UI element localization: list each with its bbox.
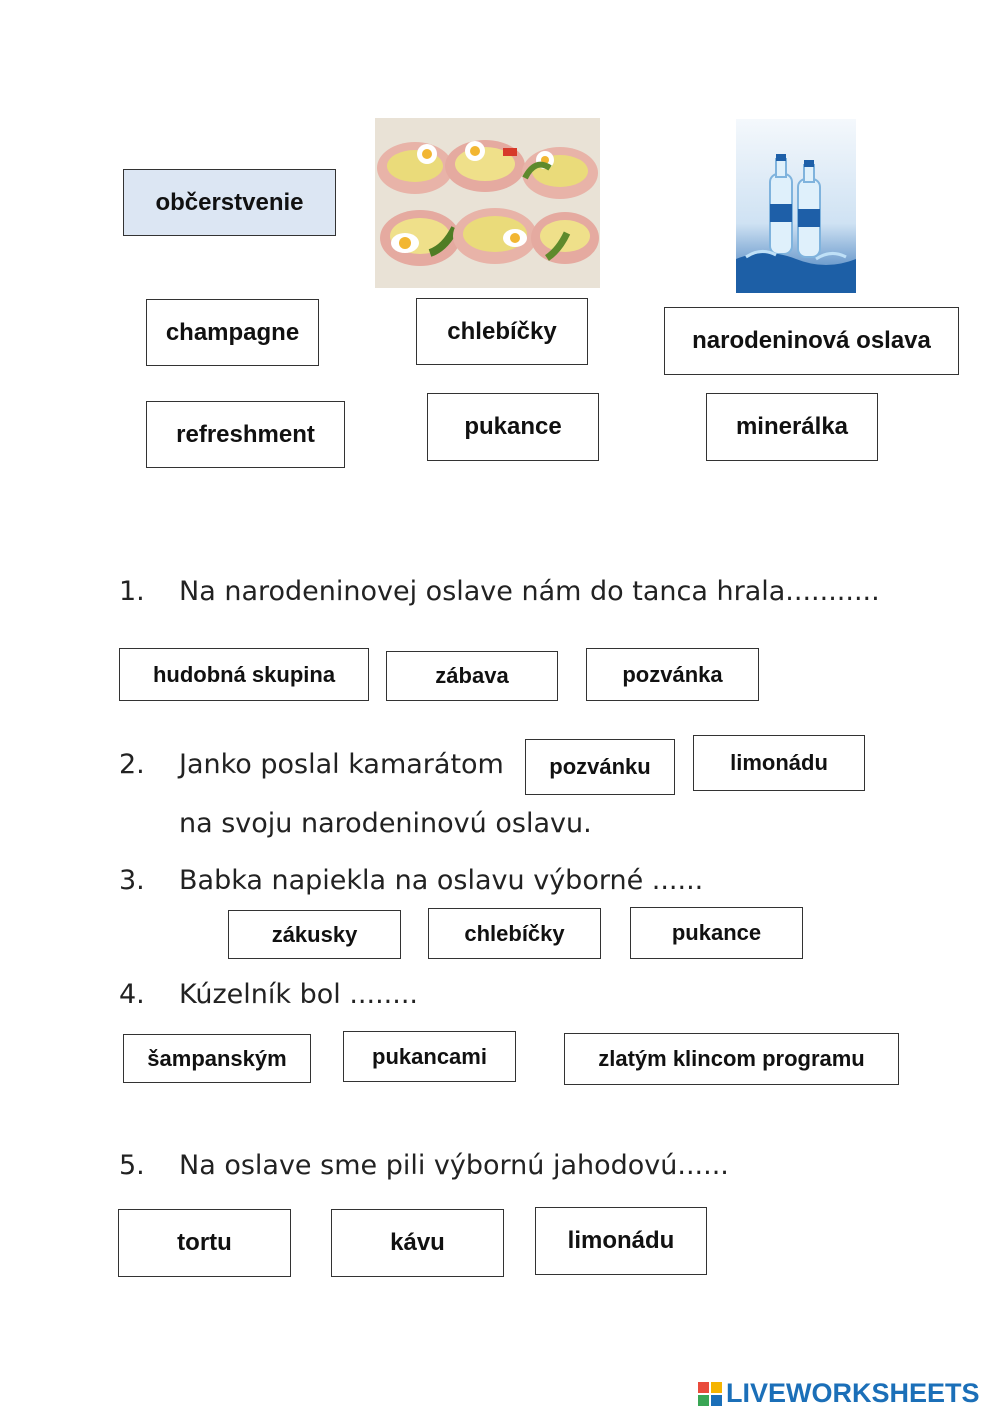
option-label: tortu: [177, 1229, 232, 1256]
option-label: pozvánku: [549, 754, 651, 779]
answer-option[interactable]: [535, 1207, 707, 1275]
answer-option[interactable]: [118, 1209, 291, 1277]
option-label: zábava: [435, 663, 509, 688]
question-number: 1.: [119, 576, 145, 607]
option-label: limonádu: [730, 750, 828, 775]
answer-option[interactable]: [586, 648, 759, 701]
option-label: pukance: [671, 920, 762, 945]
question-text: Babka napiekla na oslavu výborné ......: [179, 865, 704, 896]
option-label: chlebíčky: [464, 920, 565, 946]
option-label: hudobná skupina: [152, 661, 336, 687]
word-box-mineralka[interactable]: [706, 393, 878, 461]
sandwiches-image: [375, 118, 600, 288]
word-box-narodeninova-oslava[interactable]: [664, 307, 959, 375]
word-box-pukance[interactable]: [427, 393, 599, 461]
option-label: pukancami: [372, 1043, 487, 1069]
option-label: šampanským: [147, 1045, 287, 1071]
answer-option[interactable]: [343, 1031, 516, 1082]
question-text: Janko poslal kamarátom: [179, 749, 504, 780]
answer-option[interactable]: [428, 908, 601, 959]
question-number: 2.: [119, 749, 145, 780]
question-text-continued: na svoju narodeninovú oslavu.: [179, 808, 592, 839]
word-box-refreshment[interactable]: [146, 401, 345, 468]
answer-option[interactable]: [119, 648, 369, 701]
option-label: zlatým klincom programu: [598, 1046, 865, 1071]
answer-option[interactable]: [331, 1209, 504, 1277]
answer-option[interactable]: [386, 651, 558, 701]
word-box-chlebicky[interactable]: [416, 298, 588, 365]
answer-option[interactable]: [525, 739, 675, 795]
question-number: 3.: [119, 865, 145, 896]
liveworksheets-logo-icon: [698, 1382, 722, 1406]
question-text: Kúzelník bol ........: [179, 979, 418, 1010]
word-label: pukance: [464, 413, 562, 440]
answer-option[interactable]: [123, 1034, 311, 1083]
question-number: 5.: [119, 1150, 145, 1181]
word-highlight-box[interactable]: [123, 169, 336, 236]
answer-option[interactable]: [564, 1033, 899, 1085]
answer-option[interactable]: [630, 907, 803, 959]
word-box-champagne[interactable]: [146, 299, 319, 366]
question-text: Na narodeninovej oslave nám do tanca hrala...........: [179, 576, 880, 607]
liveworksheets-logo[interactable]: [698, 1378, 980, 1409]
word-label: champagne: [165, 318, 300, 346]
option-label: kávu: [390, 1229, 445, 1256]
question-number: 4.: [119, 979, 145, 1010]
answer-option[interactable]: [228, 910, 401, 959]
word-label: narodeninová oslava: [692, 327, 931, 354]
option-label: pozvánka: [622, 661, 723, 687]
word-label: minerálka: [735, 413, 849, 440]
word-label: občerstvenie: [155, 188, 304, 216]
question-text: Na oslave sme pili výbornú jahodovú......: [179, 1150, 729, 1181]
mineral-water-image: [736, 119, 856, 293]
option-label: zákusky: [271, 921, 358, 947]
logo-text: LIVEWORKSHEETS: [726, 1378, 980, 1408]
option-label: limonádu: [567, 1227, 675, 1254]
word-label: refreshment: [176, 420, 315, 448]
word-label: chlebíčky: [447, 317, 557, 345]
answer-option[interactable]: [693, 735, 865, 791]
